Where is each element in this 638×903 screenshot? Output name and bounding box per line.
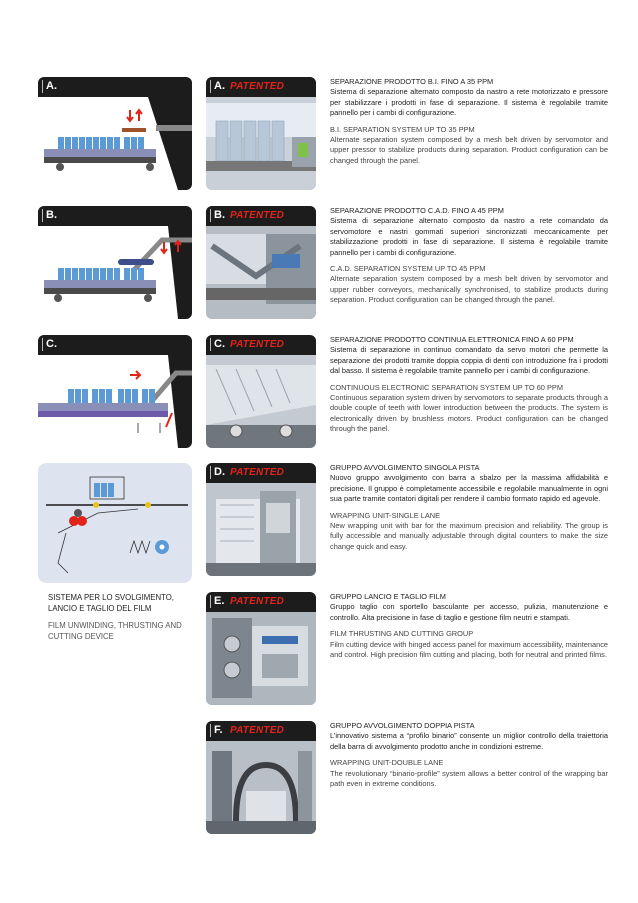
patented-badge: PATENTED bbox=[230, 725, 285, 736]
section-a-heading-it: SEPARAZIONE PRODOTTO B.I. FINO A 35 PPM bbox=[330, 77, 494, 86]
section-e-heading-en: FILM THRUSTING AND CUTTING GROUP bbox=[330, 629, 474, 639]
photo-b bbox=[206, 206, 316, 319]
photo-a-letter: A. bbox=[210, 80, 225, 93]
patented-badge: PATENTED bbox=[230, 467, 285, 478]
section-a-text bbox=[330, 77, 608, 166]
section-d-heading-it: GRUPPO AVVOLGIMENTO SINGOLA PISTA bbox=[330, 463, 480, 472]
section-d-body-en: New wrapping unit with bar for the maximum precision and reliability. The group is fully accessible and manually adjustable through digital counters to make the size change quick and easy. bbox=[330, 521, 608, 551]
section-c-heading-it: SEPARAZIONE PRODOTTO CONTINUA ELETTRONICA FINO A 60 PPM bbox=[330, 335, 574, 344]
diagram-a bbox=[38, 77, 192, 190]
diagram-c-letter: C. bbox=[42, 338, 57, 351]
film-device-diagram bbox=[38, 463, 192, 583]
photo-e bbox=[206, 592, 316, 705]
section-e-heading-it: GRUPPO LANCIO E TAGLIO FILM bbox=[330, 592, 446, 601]
patented-badge: PATENTED bbox=[230, 596, 285, 607]
film-device-title-en: FILM UNWINDING, THRUSTING AND CUTTING DEVICE bbox=[48, 621, 182, 641]
section-a-heading-en: B.I. SEPARATION SYSTEM UP TO 35 PPM bbox=[330, 124, 475, 134]
section-b-text bbox=[330, 206, 608, 306]
patented-badge: PATENTED bbox=[230, 210, 285, 221]
section-c-text bbox=[330, 335, 608, 435]
diagram-b-letter: B. bbox=[42, 209, 57, 222]
diagram-a-letter: A. bbox=[42, 80, 57, 93]
section-c-heading-en: CONTINUOUS ELECTRONIC SEPARATION SYSTEM UP TO 60 PPM bbox=[330, 382, 563, 392]
section-c-body-en: Continuous separation system driven by servomotors to separate products through a double couple of teeth with lower introduction between the products. The system is electronically driven by brushless motors. Product configuration can be changed through the panel. bbox=[330, 393, 608, 434]
section-b-heading-en: C.A.D. SEPARATION SYSTEM UP TO 45 PPM bbox=[330, 264, 486, 274]
patented-badge: PATENTED bbox=[230, 81, 285, 92]
section-f-body-en: The revolutionary “binario-profile” system allows a better control of the wrapping bar path even in extreme conditions. bbox=[330, 768, 608, 789]
section-d-heading-en: WRAPPING UNIT-SINGLE LANE bbox=[330, 510, 441, 520]
section-b-heading-it: SEPARAZIONE PRODOTTO C.A.D. FINO A 45 PPM bbox=[330, 206, 504, 215]
photo-d bbox=[206, 463, 316, 576]
section-c-body-it: Sistema di separazione in continuo comandato da servo motori che permette la separazione dei prodotti tramite doppia coppia di denti con introduzione fra i prodotti dal basso. Il sistema è regolabile tramite pannello per i cambi di configurazione. bbox=[330, 345, 608, 376]
section-f-text bbox=[330, 721, 608, 789]
diagram-c bbox=[38, 335, 192, 448]
film-device-title-it: SISTEMA PER LO SVOLGIMENTO, LANCIO E TAGLIO DEL FILM bbox=[48, 593, 174, 613]
photo-f-letter: F. bbox=[210, 724, 223, 737]
diagram-b-header bbox=[38, 206, 192, 226]
section-b-body-en: Alternate separation system composed by a mesh belt driven by servomotor and upper rubber conveyors, mechanically synchronised, to stabilize products during separation. Product configuration can be changed through the panel. bbox=[330, 274, 608, 305]
photo-f bbox=[206, 721, 316, 834]
patented-badge: PATENTED bbox=[230, 339, 285, 350]
diagram-c-header bbox=[38, 335, 192, 355]
section-e-body-it: Gruppo taglio con sportello basculante per accesso, pulizia, manutenzione e controllo. Alta precisione in fase di taglio e gestione film neutri e stampati. bbox=[330, 602, 608, 622]
section-f-body-it: L’innovativo sistema a “profilo binario” consente un miglior controllo della traiettoria della barra di avvolgimento prodotto anche in condizioni estreme. bbox=[330, 731, 608, 751]
diagram-b bbox=[38, 206, 192, 319]
photo-c-letter: C. bbox=[210, 338, 225, 351]
section-e-text bbox=[330, 592, 608, 660]
film-device bbox=[38, 463, 192, 711]
section-a-body-it: Sistema di separazione alternato composto da nastro a rete motorizzato e pressore per stabilizzare i prodotti in fase di separazione. Il sistema è regolabile tramite pannello per i cambi di configurazione. bbox=[330, 87, 608, 118]
section-e-body-en: Film cutting device with hinged access panel for maximum accessibility, maintenance and control. High precision film cutting and placing, both for neutral and printed films. bbox=[330, 639, 608, 660]
diagram-a-header bbox=[38, 77, 192, 97]
section-f-heading-it: GRUPPO AVVOLGIMENTO DOPPIA PISTA bbox=[330, 721, 475, 730]
photo-b-letter: B. bbox=[210, 209, 225, 222]
section-a-body-en: Alternate separation system composed by a mesh belt driven by servomotor and upper pressor to stabilize products during separation. Product configuration can be changed through the panel. bbox=[330, 135, 608, 165]
photo-e-letter: E. bbox=[210, 595, 224, 608]
section-b-body-it: Sistema di separazione alternato composto da nastro a rete comandato da servomotore e nastri gommati superiori sincronizzati meccanicamente per stabilizzazione prodotti in fase di separazione. Il sistema è regolabile tramite pannello per i cambi di configurazione. bbox=[330, 216, 608, 257]
photo-c bbox=[206, 335, 316, 448]
section-d-body-it: Nuovo gruppo avvolgimento con barra a sbalzo per la massima affidabilità e precisione. Il gruppo è completamente accessibile e regolabile manualmente in ogni sua parte tramite contatori digitali per rendere il cambio formato rapido ed agevole. bbox=[330, 473, 608, 504]
photo-a bbox=[206, 77, 316, 190]
section-f-heading-en: WRAPPING UNIT-DOUBLE LANE bbox=[330, 758, 444, 768]
section-d-text bbox=[330, 463, 608, 552]
photo-d-letter: D. bbox=[210, 466, 225, 479]
